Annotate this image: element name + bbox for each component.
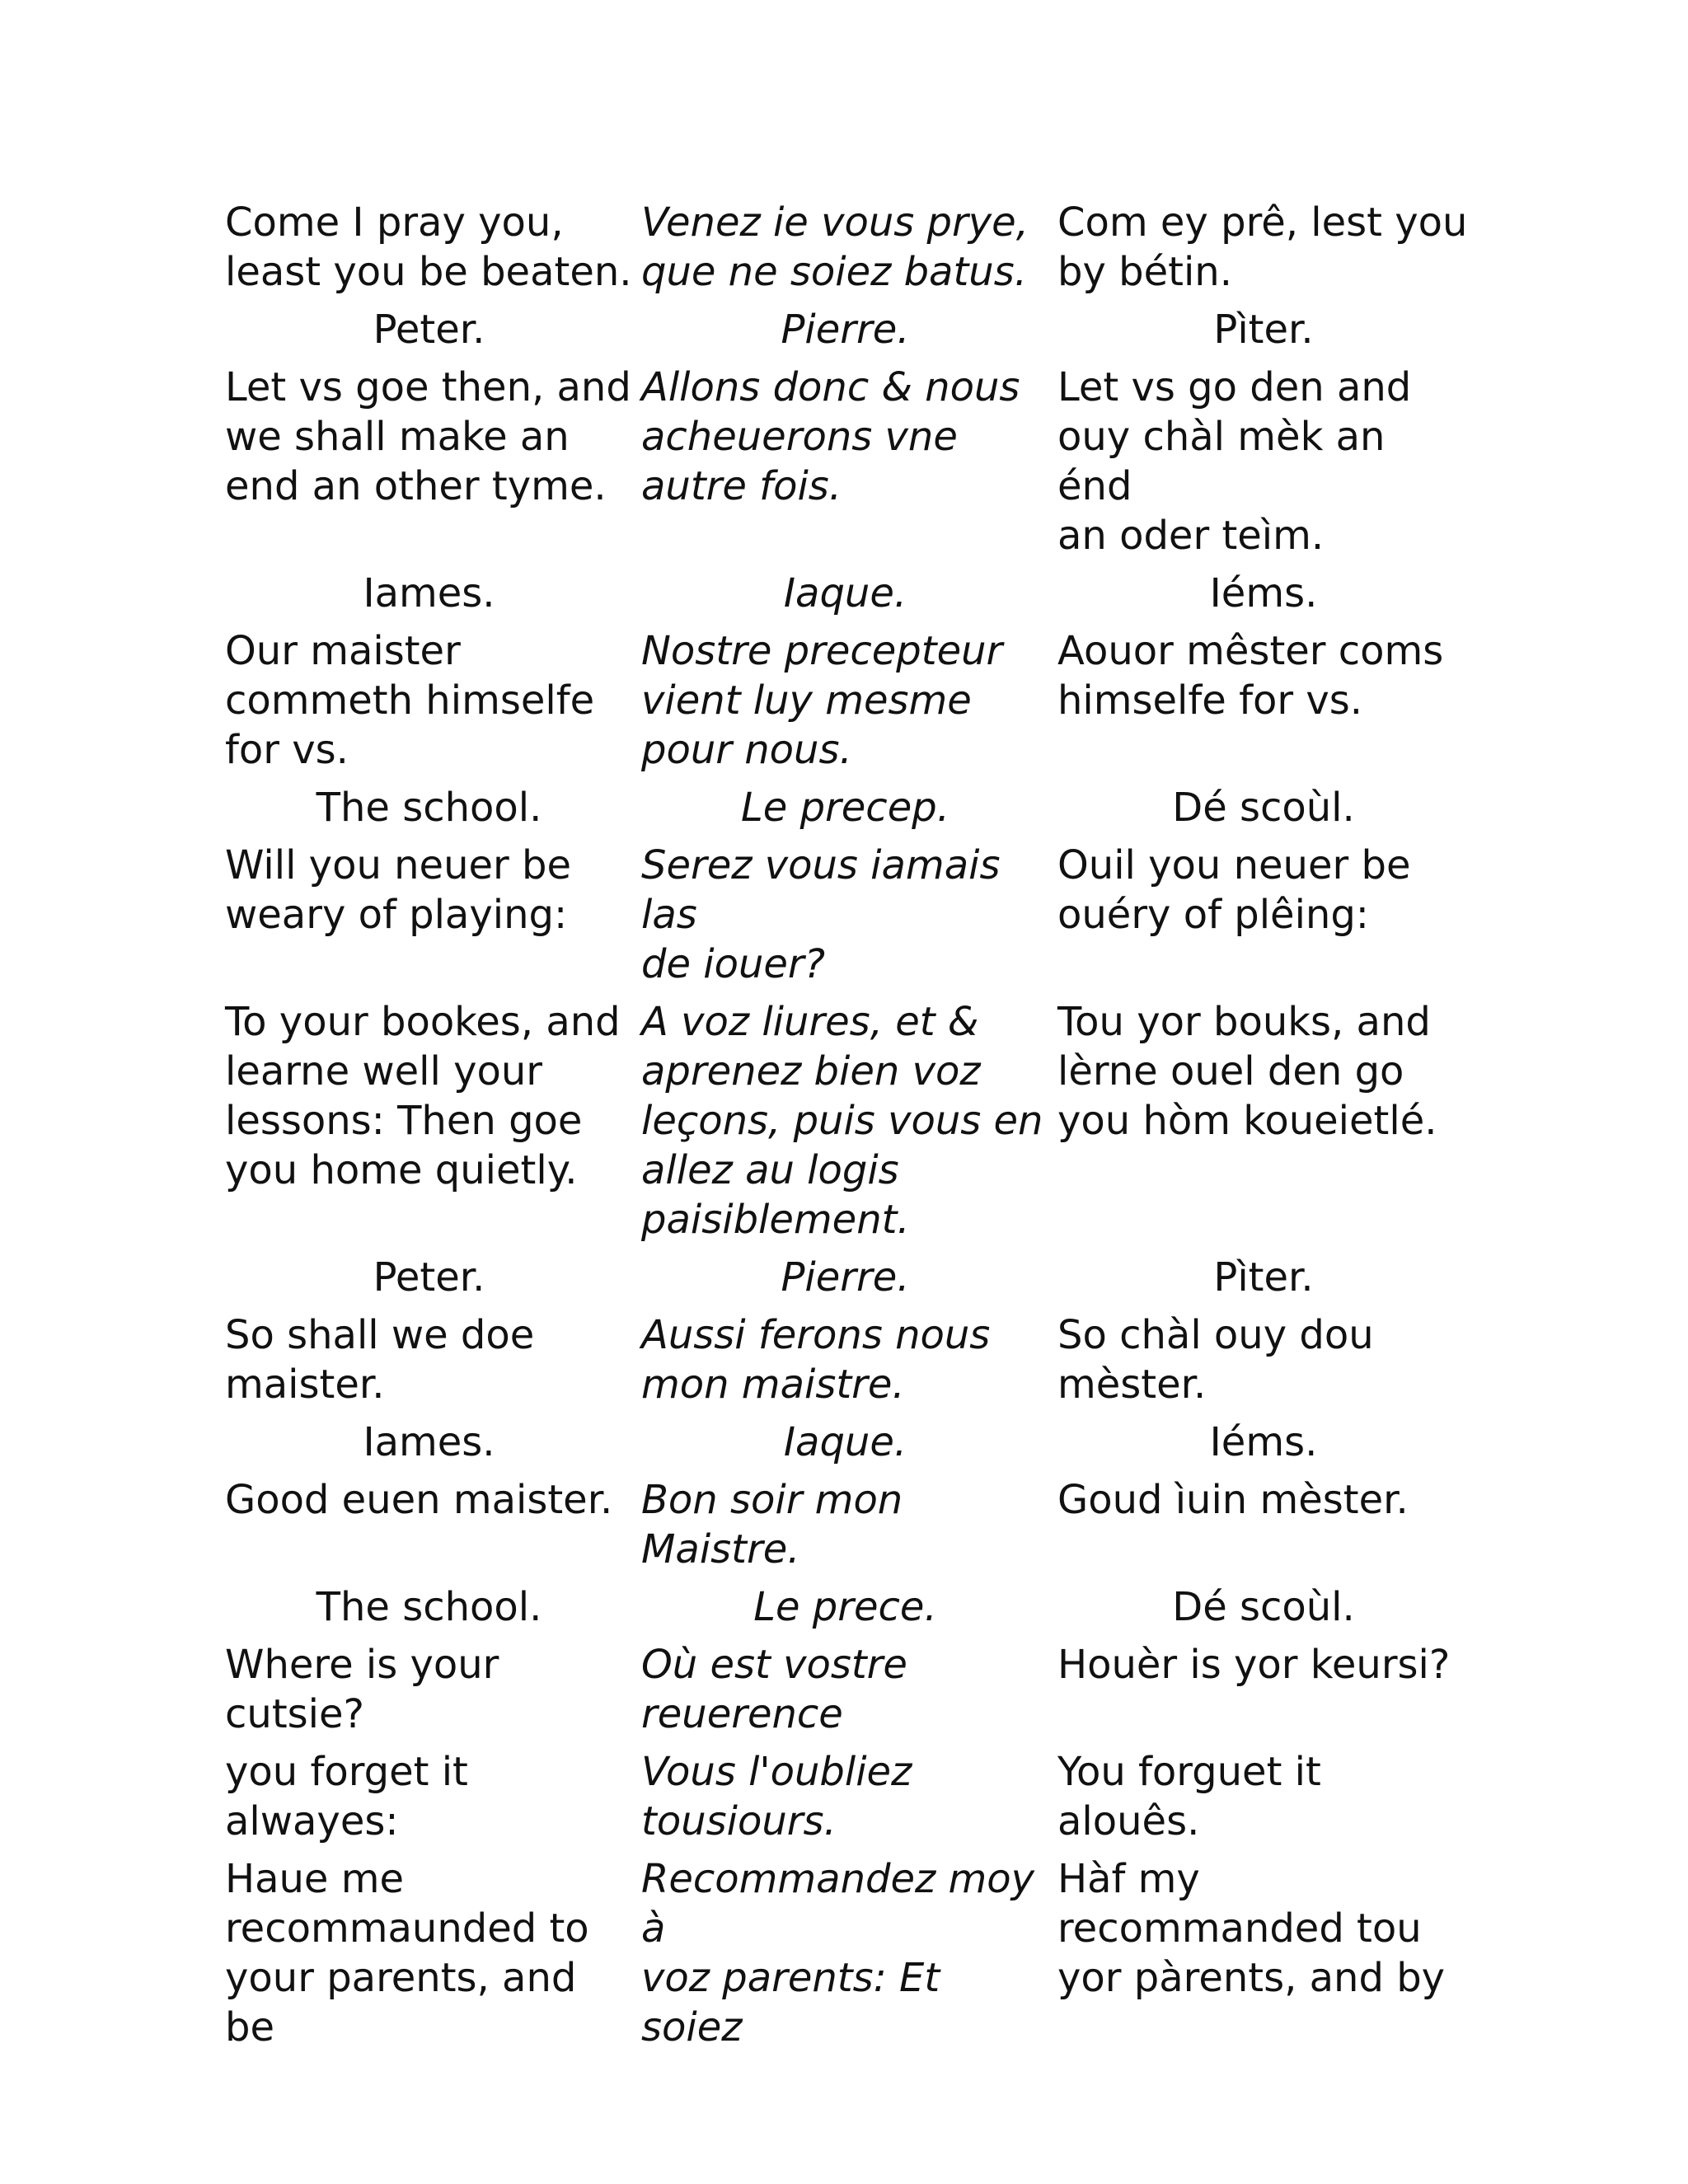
speaker-heading-row [225, 1418, 1478, 1467]
english-text: Haue me recommaunded to your parents, and be [225, 1856, 589, 2050]
french-text: A voz liures, et & aprenez bien voz leçons, puis vous en allez au logis paisiblement. [641, 999, 1043, 1243]
speaker-french-text: Le prece. [753, 1584, 937, 1630]
speaker-phonetic-text: Dé scoùl. [1172, 785, 1355, 831]
english-text: Will you neuer be weary of playing: [225, 842, 572, 938]
dialogue-row [225, 1475, 1478, 1574]
speaker-heading-row [225, 1582, 1478, 1632]
phonetic-text: You forguet it alouês. [1057, 1749, 1321, 1844]
dialogue-row [225, 1310, 1478, 1409]
dialogue-row [225, 626, 1478, 775]
dialogue-row [225, 841, 1478, 989]
french-text: Aussi ferons nous mon maistre. [641, 1312, 991, 1408]
phonetic-text: Com ey prê, lest you by bétin. [1057, 199, 1468, 295]
english-text: So shall we doe maister. [225, 1312, 535, 1408]
speaker-french-text: Le precep. [741, 785, 950, 831]
french-text: Serez vous iamais las de iouer? [641, 842, 1001, 987]
speaker-phonetic-text: Iéms. [1209, 1419, 1318, 1465]
speaker-french-text: Pierre. [781, 307, 910, 353]
dialogue-row [225, 198, 1478, 297]
speaker-french-text: Pierre. [781, 1254, 910, 1301]
speaker-phonetic-text: Iéms. [1209, 570, 1318, 616]
phonetic-text: Goud ìuin mèster. [1057, 1477, 1409, 1523]
english-text: To your bookes, and learne well your lessons: Then goe you home quietly. [225, 999, 621, 1193]
french-text: Bon soir mon Maistre. [641, 1477, 903, 1572]
french-text: Vous l'oubliez tousiours. [641, 1749, 912, 1844]
speaker-phonetic-text: Pìter. [1213, 307, 1314, 353]
dialogue-row [225, 1747, 1478, 1846]
french-text: Nostre precepteur vient luy mesme pour nous. [641, 628, 1003, 773]
phonetic-text: Houèr is yor keursi? [1057, 1642, 1451, 1688]
french-text: Recommandez moy à voz parents: Et soiez [641, 1856, 1034, 2050]
parallel-text-page [225, 198, 1478, 2060]
english-text: Good euen maister. [225, 1477, 613, 1523]
dialogue-row [225, 1854, 1478, 2052]
speaker-english-text: The school. [316, 785, 542, 831]
english-text: Our maister commeth himselfe for vs. [225, 628, 595, 773]
phonetic-text: So chàl ouy dou mèster. [1057, 1312, 1374, 1408]
speaker-heading-row [225, 305, 1478, 354]
speaker-french-text: Iaque. [783, 570, 907, 616]
speaker-french-text: Iaque. [783, 1419, 907, 1465]
speaker-english-text: Iames. [363, 1419, 495, 1465]
phonetic-text: Ouil you neuer be ouéry of plêing: [1057, 842, 1411, 938]
dialogue-row [225, 997, 1478, 1244]
speaker-phonetic-text: Pìter. [1213, 1254, 1314, 1301]
speaker-heading-row [225, 783, 1478, 832]
english-text: Let vs goe then, and we shall make an end an other tyme. [225, 364, 631, 509]
phonetic-text: Hàf my recommanded tou yor pàrents, and by [1057, 1856, 1446, 2001]
speaker-phonetic-text: Dé scoùl. [1172, 1584, 1355, 1630]
dialogue-row [225, 1640, 1478, 1739]
phonetic-text: Tou yor bouks, and lèrne ouel den go you hòm koueietlé. [1057, 999, 1437, 1144]
speaker-english-text: The school. [316, 1584, 542, 1630]
dialogue-row [225, 363, 1478, 560]
speaker-english-text: Peter. [373, 307, 485, 353]
english-text: you forget it alwayes: [225, 1749, 468, 1844]
french-text: Allons donc & nous acheuerons vne autre fois. [641, 364, 1020, 509]
english-text: Where is your cutsie? [225, 1642, 499, 1737]
english-text: Come I pray you, least you be beaten. [225, 199, 632, 295]
speaker-heading-row [225, 569, 1478, 618]
french-text: Venez ie vous prye, que ne soiez batus. [641, 199, 1029, 295]
speaker-heading-row [225, 1253, 1478, 1302]
speaker-english-text: Iames. [363, 570, 495, 616]
french-text: Où est vostre reuerence [641, 1642, 907, 1737]
phonetic-text: Aouor mêster coms himselfe for vs. [1057, 628, 1444, 724]
phonetic-text: Let vs go den and ouy chàl mèk an énd an oder teìm. [1057, 364, 1412, 559]
speaker-english-text: Peter. [373, 1254, 485, 1301]
